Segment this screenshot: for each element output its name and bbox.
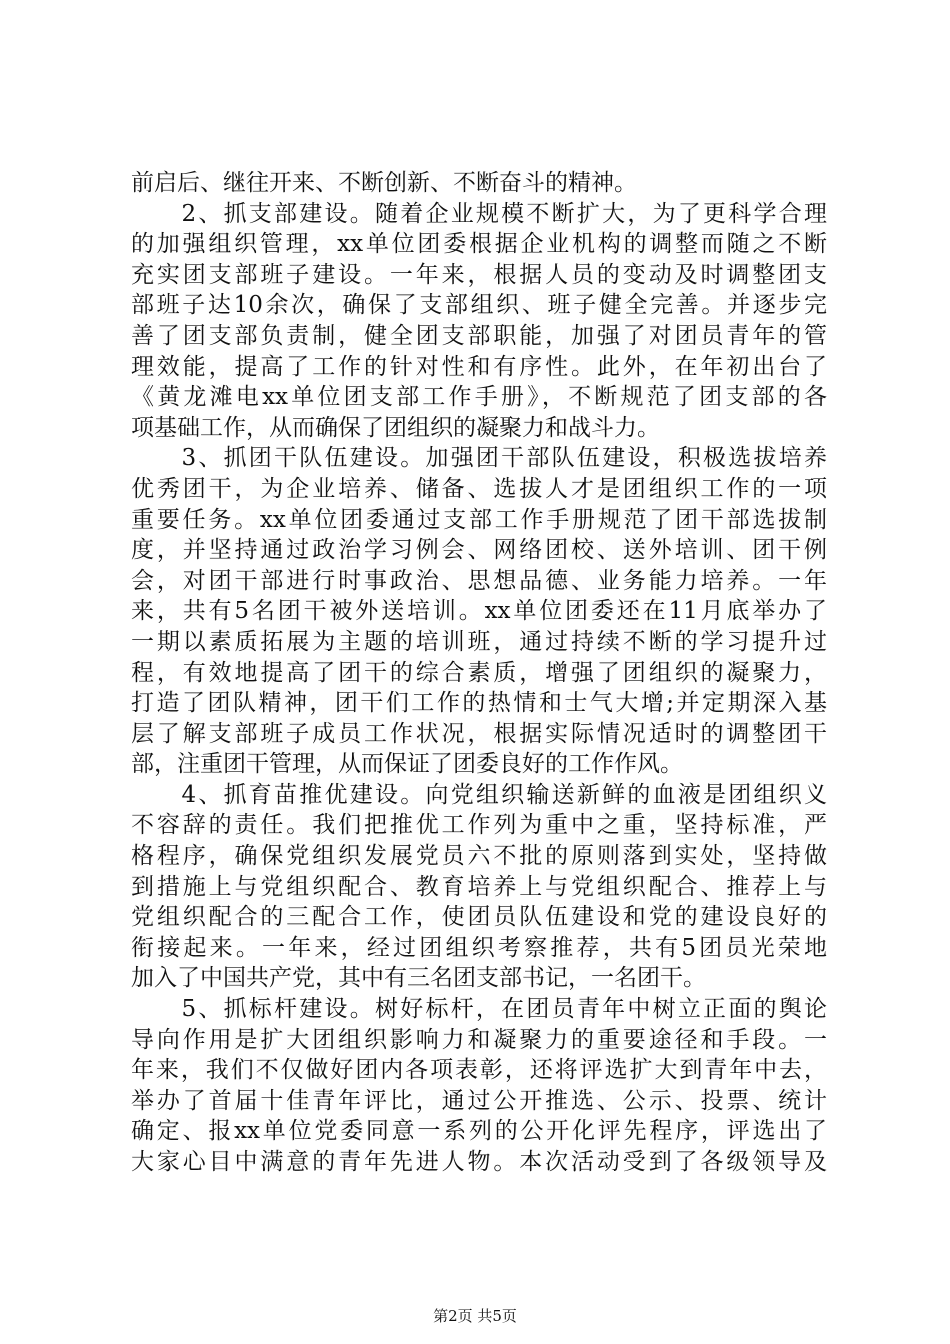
text-line: 举办了首届十佳青年评比，通过公开推选、公示、投票、统计 — [131, 1087, 827, 1114]
text-line: 来，共有5名团干被外送培训。xx单位团委还在11月底举办了 — [131, 598, 827, 625]
text-line: 衔接起来。一年来，经过团组织考察推荐，共有5团员光荣地 — [131, 934, 827, 961]
text-line: 层了解支部班子成员工作状况，根据实际情况适时的调整团干 — [131, 720, 827, 747]
text-line: 2、抓支部建设。随着企业规模不断扩大，为了更科学合理 — [131, 200, 827, 227]
text-line: 打造了团队精神，团干们工作的热情和士气大增;并定期深入基 — [131, 690, 827, 717]
document-body — [131, 168, 827, 1178]
text-line: 一期以素质拓展为主题的培训班，通过持续不断的学习提升过 — [131, 628, 827, 655]
text-line: 前启后、继往开来、不断创新、不断奋斗的精神。 — [131, 170, 637, 196]
paragraph-lines — [131, 168, 827, 1178]
text-line: 充实团支部班子建设。一年来，根据人员的变动及时调整团支 — [131, 261, 827, 288]
text-line: 善了团支部负责制，健全团支部职能，加强了对团员青年的管 — [131, 322, 827, 349]
text-line: 重要任务。xx单位团委通过支部工作手册规范了团干部选拔制 — [131, 506, 827, 533]
text-line: 优秀团干，为企业培养、储备、选拔人才是团组织工作的一项 — [131, 475, 827, 502]
page-footer: 第2页 共5页 — [433, 1307, 517, 1325]
text-line: 理效能，提高了工作的针对性和有序性。此外，在年初出台了 — [131, 353, 827, 380]
text-line: 4、抓育苗推优建设。向党组织输送新鲜的血液是团组织义 — [131, 781, 827, 808]
text-line: 党组织配合的三配合工作，使团员队伍建设和党的建设良好的 — [131, 904, 827, 931]
text-line: 导向作用是扩大团组织影响力和凝聚力的重要途径和手段。一 — [131, 1026, 827, 1053]
text-line: 部班子达10余次，确保了支部组织、班子健全完善。并逐步完 — [131, 292, 827, 319]
text-line: 《黄龙滩电xx单位团支部工作手册》，不断规范了团支部的各 — [131, 384, 827, 411]
text-line: 项基础工作，从而确保了团组织的凝聚力和战斗力。 — [131, 414, 660, 441]
text-line: 5、抓标杆建设。树好标杆，在团员青年中树立正面的舆论 — [131, 996, 827, 1023]
text-line: 不容辞的责任。我们把推优工作列为重中之重，坚持标准，严 — [131, 812, 827, 839]
text-line: 部，注重团干管理，从而保证了团委良好的工作作风。 — [131, 751, 683, 778]
text-line: 格程序，确保党组织发展党员六不批的原则落到实处，坚持做 — [131, 843, 827, 870]
text-line: 到措施上与党组织配合、教育培养上与党组织配合、推荐上与 — [131, 873, 827, 900]
text-line: 年来，我们不仅做好团内各项表彰，还将评选扩大到青年中去， — [131, 1057, 827, 1084]
text-line: 3、抓团干队伍建设。加强团干部队伍建设，积极选拔培养 — [131, 445, 827, 472]
text-line: 加入了中国共产党，其中有三名团支部书记，一名团干。 — [131, 965, 706, 992]
text-line: 度，并坚持通过政治学习例会、网络团校、送外培训、团干例 — [131, 537, 827, 564]
text-line: 确定、报xx单位党委同意一系列的公开化评先程序，评选出了 — [131, 1118, 827, 1145]
text-line: 会，对团干部进行时事政治、思想品德、业务能力培养。一年 — [131, 567, 827, 594]
text-line: 的加强组织管理，xx单位团委根据企业机构的调整而随之不断 — [131, 231, 827, 258]
text-line: 大家心目中满意的青年先进人物。本次活动受到了各级领导及 — [131, 1149, 827, 1175]
text-line: 程，有效地提高了团干的综合素质，增强了团组织的凝聚力， — [131, 659, 827, 686]
